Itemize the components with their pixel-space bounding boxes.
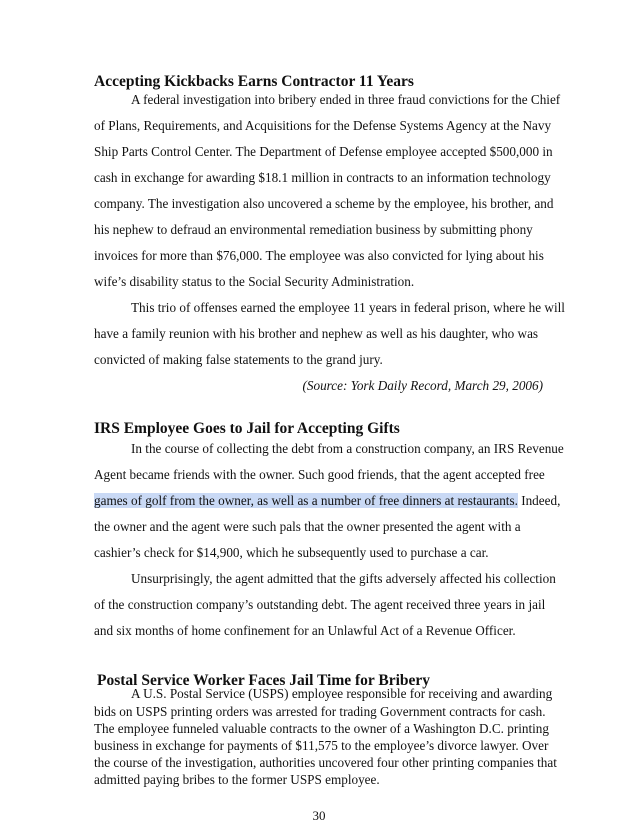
paragraph-line: A U.S. Postal Service (USPS) employee responsible for receiving and awarding: [131, 686, 553, 702]
paragraph-line: cashier’s check for $14,900, which he subsequently used to purchase a car.: [94, 545, 489, 560]
paragraph-line: the owner and the agent were such pals that the owner presented the agent with a: [94, 519, 521, 534]
paragraph-text: Indeed,: [521, 493, 561, 508]
section-heading-irs-gifts: IRS Employee Goes to Jail for Accepting Gifts: [94, 420, 400, 437]
paragraph-line: cash in exchange for awarding $18.1 million in contracts to an information technology: [94, 170, 551, 185]
paragraph-line: bids on USPS printing orders was arrested for trading Government contracts for cash.: [94, 703, 546, 719]
paragraph-line: Ship Parts Control Center. The Department of Defense employee accepted $500,000 in: [94, 144, 553, 159]
paragraph-line: Agent became friends with the owner. Such good friends, that the agent accepted free: [94, 467, 545, 482]
paragraph-line: wife’s disability status to the Social Security Administration.: [94, 274, 415, 289]
paragraph-line: and six months of home confinement for an Unlawful Act of a Revenue Officer.: [94, 623, 516, 638]
section-heading-kickbacks: Accepting Kickbacks Earns Contractor 11 Years: [94, 73, 414, 90]
paragraph-line: his nephew to defraud an environmental remediation business by submitting phony: [94, 222, 533, 237]
source-citation: (Source: York Daily Record, March 29, 2006): [302, 378, 543, 393]
text-highlight[interactable]: games of golf from the owner, as well as a number of free dinners at restaurants.: [94, 493, 518, 508]
paragraph-line: invoices for more than $76,000. The employee was also convicted for lying about his: [94, 248, 544, 263]
paragraph-line: A federal investigation into bribery ended in three fraud convictions for the Chief: [131, 92, 561, 107]
paragraph-line: company. The investigation also uncovered a scheme by the employee, his brother, and: [94, 196, 554, 211]
paragraph-line: business in exchange for payments of $11,575 to the employee’s divorce lawyer. Over: [94, 737, 549, 753]
paragraph-line: admitted paying bribes to the former USPS employee.: [94, 772, 380, 787]
paragraph-line: This trio of offenses earned the employee 11 years in federal prison, where he will: [131, 300, 565, 315]
paragraph-line: have a family reunion with his brother and nephew as well as his daughter, who was: [94, 326, 539, 341]
paragraph-line: The employee funneled valuable contracts to the owner of a Washington D.C. printing: [94, 720, 549, 736]
section-heading-postal-bribery: Postal Service Worker Faces Jail Time for Bribery: [97, 672, 431, 689]
paragraph-line-highlighted: [94, 493, 560, 509]
paragraph-line: In the course of collecting the debt from a construction company, an IRS Revenue: [131, 441, 564, 456]
paragraph-line: of Plans, Requirements, and Acquisitions for the Defense Systems Agency at the Navy: [94, 118, 552, 133]
paragraph-line: convicted of making false statements to the grand jury.: [94, 352, 383, 367]
paragraph-line: of the construction company’s outstanding debt. The agent received three years in jail: [94, 597, 546, 612]
paragraph-line: the course of the investigation, authorities uncovered four other printing companies that: [94, 754, 557, 770]
paragraph-line: Unsurprisingly, the agent admitted that the gifts adversely affected his collection: [131, 571, 556, 586]
page-number: 30: [312, 808, 326, 823]
